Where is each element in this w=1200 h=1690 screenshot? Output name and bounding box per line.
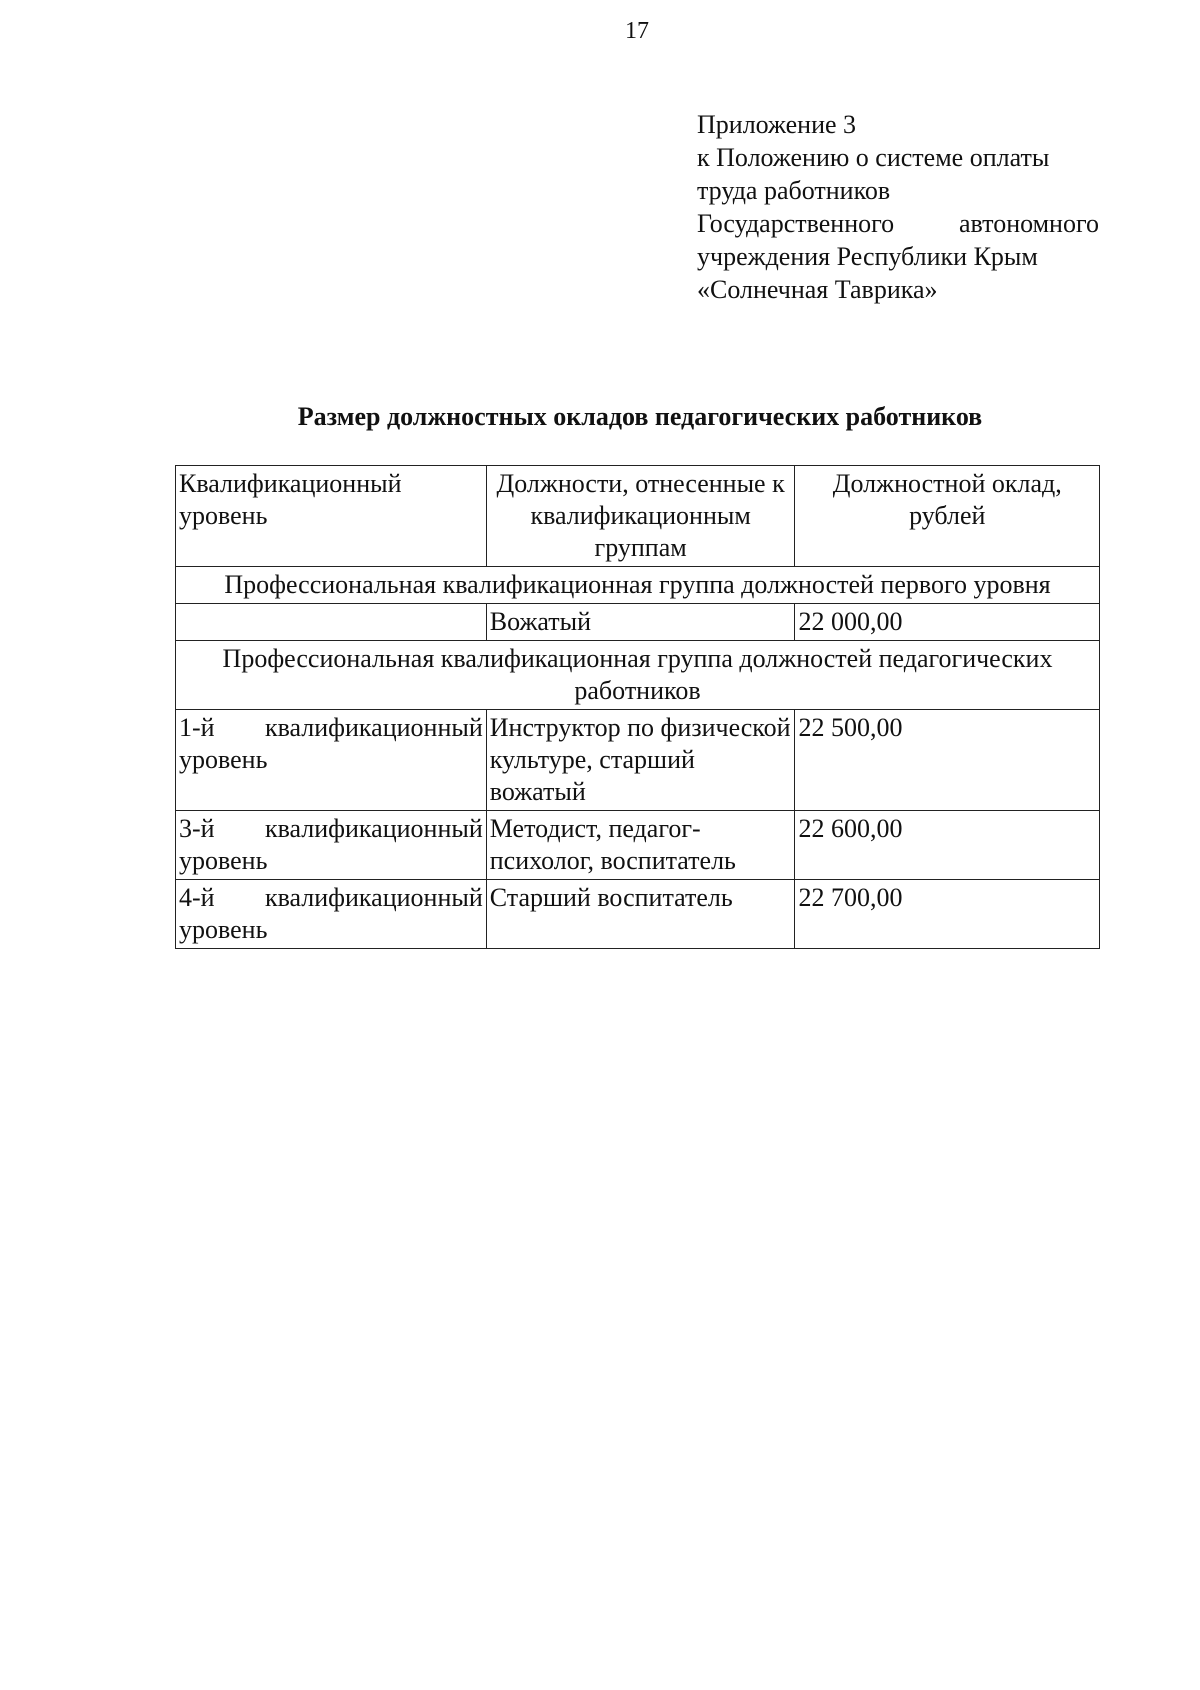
level-word: квалификационный — [264, 713, 483, 742]
level-line — [179, 882, 483, 914]
header-level: Квалификационный уровень — [176, 466, 487, 567]
appendix-line: Приложение 3 — [697, 110, 857, 139]
cell-salary: 22 500,00 — [795, 710, 1100, 811]
cell-salary: 22 000,00 — [795, 604, 1100, 641]
document-title: Размер должностных окладов педагогических работников — [297, 402, 983, 431]
page-number: 17 — [625, 18, 649, 44]
header-positions: Должности, отнесенные к квалификационным группам — [486, 466, 795, 567]
table-header-row — [176, 466, 1100, 567]
cell-position: Методист, педагог-психолог, воспитатель — [486, 811, 795, 880]
table-row — [176, 604, 1100, 641]
appendix-line — [697, 207, 1099, 240]
cell-position: Старший воспитатель — [486, 880, 795, 949]
cell-level — [176, 604, 487, 641]
cell-position: Вожатый — [486, 604, 795, 641]
salary-table — [175, 465, 1100, 949]
level-word: уровень — [179, 846, 268, 875]
cell-salary: 22 700,00 — [795, 880, 1100, 949]
cell-position: Инструктор по физической культуре, старший вожатый — [486, 710, 795, 811]
level-word: квалификационный — [264, 814, 483, 843]
appendix-line: «Солнечная Таврика» — [697, 275, 938, 304]
group-heading: Профессиональная квалификационная группа должностей педагогических работников — [176, 641, 1100, 710]
cell-salary: 22 600,00 — [795, 811, 1100, 880]
appendix-word: Государственного — [697, 209, 895, 238]
appendix-word: автономного — [959, 209, 1099, 238]
level-word: уровень — [179, 745, 268, 774]
level-line — [179, 813, 483, 845]
table-row — [176, 710, 1100, 811]
cell-level — [176, 710, 487, 811]
group-heading: Профессиональная квалификационная группа должностей первого уровня — [176, 567, 1100, 604]
cell-level — [176, 880, 487, 949]
group-heading-row — [176, 641, 1100, 710]
level-number: 1-й — [179, 713, 215, 742]
level-line — [179, 712, 483, 744]
level-number: 3-й — [179, 814, 215, 843]
table-row — [176, 880, 1100, 949]
table-row — [176, 811, 1100, 880]
appendix-header — [697, 108, 1099, 306]
header-salary: Должностной оклад, рублей — [795, 466, 1100, 567]
appendix-line: труда работников — [697, 176, 891, 205]
cell-level — [176, 811, 487, 880]
level-word: квалификационный — [264, 883, 483, 912]
appendix-line: учреждения Республики Крым — [697, 242, 1038, 271]
level-number: 4-й — [179, 883, 215, 912]
level-word: уровень — [179, 915, 268, 944]
appendix-line: к Положению о системе оплаты — [697, 143, 1050, 172]
group-heading-row — [176, 567, 1100, 604]
